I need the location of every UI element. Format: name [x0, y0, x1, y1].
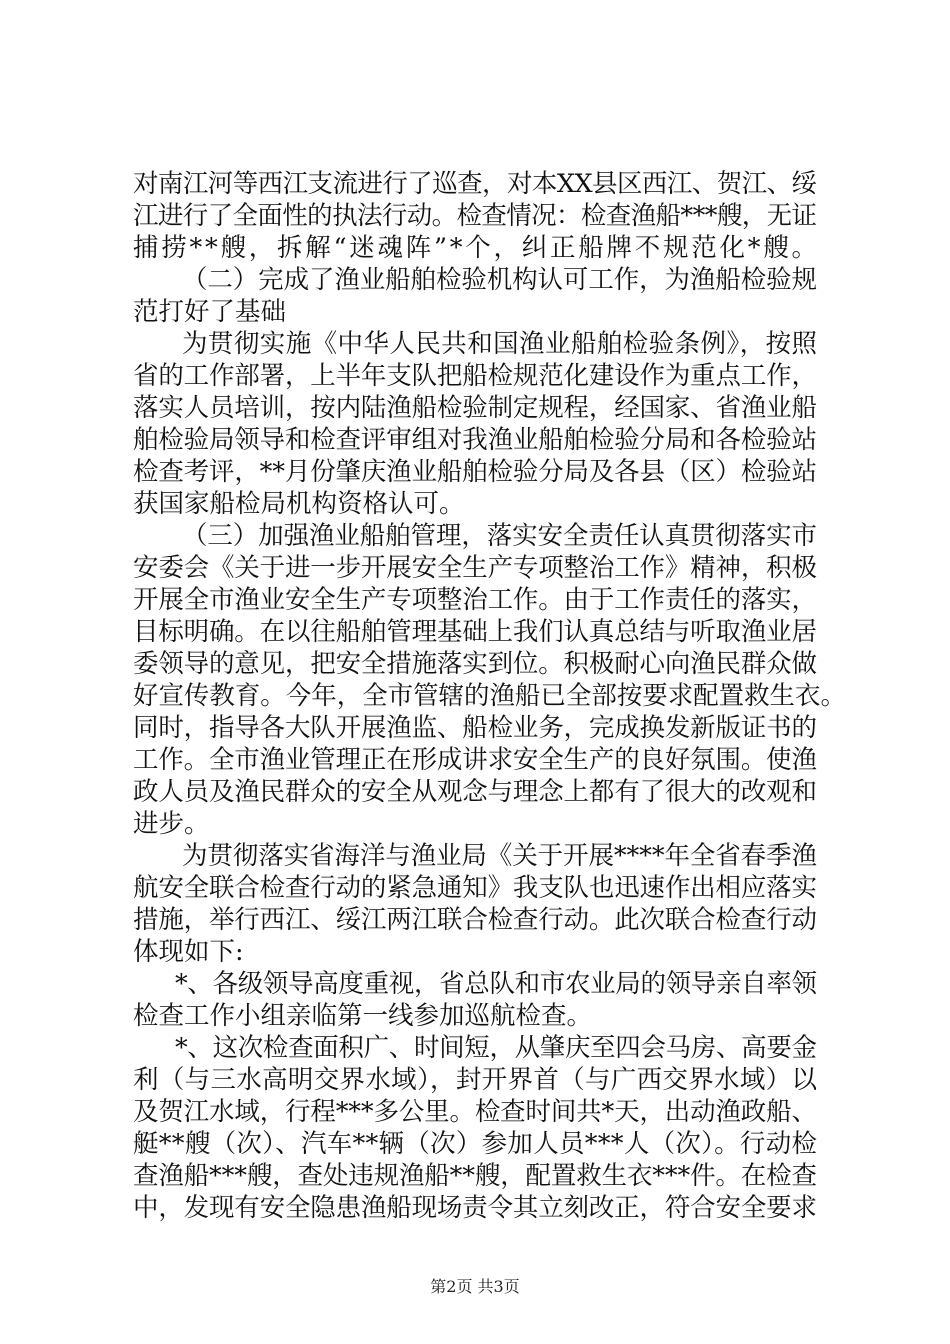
text-line: 对南江河等西江支流进行了巡查，对本XX县区西江、贺江、绥 [133, 169, 817, 199]
text-line: （三）加强渔业船舶管理，落实安全责任认真贯彻落实市 [182, 521, 817, 551]
text-line: 工作。全市渔业管理正在形成讲求安全生产的良好氛围。使渔 [133, 745, 817, 775]
text-line: 为贯彻实施《中华人民共和国渔业船舶检验条例》，按照 [182, 329, 818, 359]
text-line: 体现如下: [133, 937, 244, 967]
text-line: 中，发现有安全隐患渔船现场责令其立刻改正，符合安全要求 [133, 1193, 817, 1223]
text-line: 利（与三水高明交界水域），封开界首（与广西交界水域）以 [133, 1065, 818, 1095]
text-line: 好宣传教育。今年，全市管辖的渔船已全部按要求配置救生衣。 [133, 681, 846, 711]
text-line: 检查工作小组亲临第一线参加巡航检查。 [133, 1001, 593, 1031]
text-line: 落实人员培训，按内陆渔船检验制定规程，经国家、省渔业船 [133, 393, 817, 423]
text-line: 江进行了全面性的执法行动。检查情况：检查渔船***艘，无证 [133, 201, 817, 231]
text-line: 为贯彻落实省海洋与渔业局《关于开展****年全省春季渔 [182, 841, 817, 871]
text-line: 及贺江水域，行程***多公里。检查时间共*天，出动渔政船、 [133, 1097, 817, 1127]
text-line: 查渔船***艘，查处违规渔船**艘，配置救生衣***件。在检查 [133, 1161, 817, 1191]
text-line: 措施，举行西江、绥江两江联合检查行动。此次联合检查行动 [133, 905, 817, 935]
text-line: 艇**艘（次）、汽车**辆（次）参加人员***人（次）。行动检 [133, 1129, 818, 1159]
text-line: *、各级领导高度重视，省总队和市农业局的领导亲自率领 [175, 969, 817, 999]
text-line: 获国家船检局机构资格认可。 [133, 489, 465, 519]
text-line: 同时，指导各大队开展渔监、船检业务，完成换发新版证书的 [133, 713, 817, 743]
text-line: 目标明确。在以往船舶管理基础上我们认真总结与听取渔业居 [133, 617, 817, 647]
text-line: 范打好了基础 [133, 297, 287, 327]
text-line: 政人员及渔民群众的安全从观念与理念上都有了很大的改观和 [133, 777, 817, 807]
text-line: 舶检验局领导和检查评审组对我渔业船舶检验分局和各检验站 [133, 425, 817, 455]
text-line: 进步。 [133, 809, 210, 839]
text-line: 捕捞**艘，拆解“迷魂阵”*个，纠正船牌不规范化*艘。 [133, 233, 820, 263]
text-line: *、这次检查面积广、时间短，从肇庆至四会马房、高要金 [175, 1033, 817, 1063]
text-line: 航安全联合检查行动的紧急通知》我支队也迅速作出相应落实 [133, 873, 817, 903]
page-footer: 第2页 共3页 [430, 1277, 520, 1296]
text-line: 开展全市渔业安全生产专项整治工作。由于工作责任的落实， [133, 585, 817, 615]
text-line: 省的工作部署，上半年支队把船检规范化建设作为重点工作， [133, 361, 817, 391]
text-line: 委领导的意见，把安全措施落实到位。积极耐心向渔民群众做 [133, 649, 817, 679]
text-line: （二）完成了渔业船舶检验机构认可工作，为渔船检验规 [182, 265, 817, 295]
text-line: 安委会《关于进一步开展安全生产专项整治工作》精神，积极 [133, 553, 817, 583]
text-line: 检查考评，**月份肇庆渔业船舶检验分局及各县（区）检验站 [133, 457, 817, 487]
